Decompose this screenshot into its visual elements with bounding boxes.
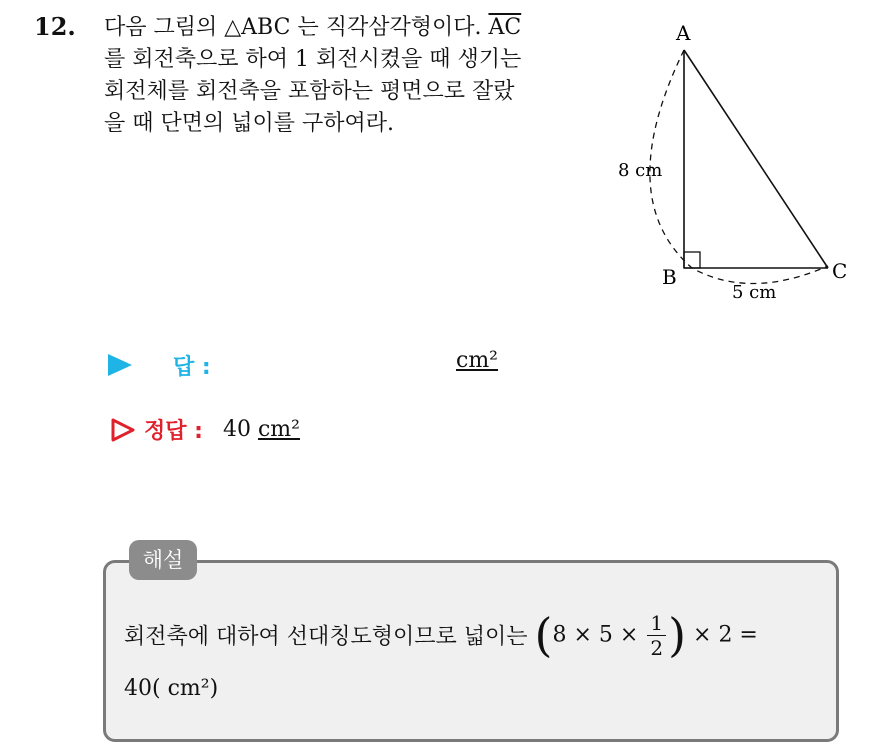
label-b: B [662,265,677,289]
correct-unit: cm² [257,417,300,442]
label-c: C [832,259,848,283]
question-line-1-text: 다음 그림의 △ABC 는 직각삼각형이다. [104,15,482,40]
label-a: A [676,21,691,45]
right-angle-mark [684,252,700,268]
fraction-numerator: 1 [647,611,666,636]
correct-answer-row [110,414,300,445]
rotation-arc-dashed [650,50,828,284]
explanation-tab: 해설 [129,540,197,580]
question-line-1 [104,12,584,44]
expression-right: × 2 = [693,622,758,648]
length-bc: 5 cm [732,282,777,303]
side-ac [684,50,828,268]
paren-open: ( [534,608,553,662]
fraction-half [647,611,666,660]
question-number: 12. [34,12,76,41]
correct-value: 40 [222,417,251,442]
answer-unit: cm² [456,348,499,373]
question-text [104,12,584,140]
explanation-line-2: 40( cm²) [124,676,219,701]
answer-label: 답 : [173,355,211,380]
paren-close: ) [668,608,687,662]
expression-left: 8 × 5 × [552,622,639,648]
triangle-figure [600,18,870,318]
question-line-3: 회전체를 회전축을 포함하는 평면으로 잘랐 [104,79,515,104]
segment-ac: $\overline{AC}$ [488,15,522,40]
correct-value-group [223,417,300,442]
explanation-line-1 [124,608,758,662]
question-line-4: 을 때 단면의 넓이를 구하여라. [104,111,394,136]
play-triangle-icon [108,354,132,376]
correct-label: 정답 : [144,419,203,444]
length-ab: 8 cm [618,160,663,181]
question-line-2: 를 회전축으로 하여 1 회전시켰을 때 생기는 [104,47,522,72]
fraction-denominator: 2 [650,635,664,660]
answer-row [108,348,499,380]
outline-triangle-icon [110,417,136,443]
explanation-text: 회전축에 대하여 선대칭도형이므로 넓이는 [124,624,528,650]
